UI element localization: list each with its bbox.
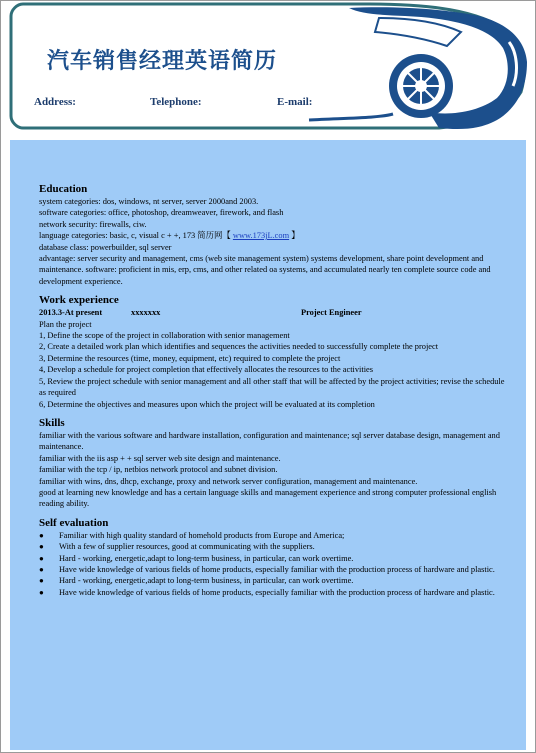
work-section <box>39 293 511 410</box>
skills-line: familiar with the various software and hardware installation, configuration and maintenance; sql server database design, management and maintenance. <box>39 430 500 452</box>
work-line: 5, Review the project schedule with senior management and all other staff that will be affected by the project activities; revise the schedule as required <box>39 376 505 398</box>
education-language-line <box>39 230 511 241</box>
skills-line: familiar with the iis asp + + sql server web site design and maintenance. <box>39 453 281 463</box>
skills-line: familiar with wins, dns, dhcp, exchange, proxy and network server configuration, management and maintenance. <box>39 476 418 486</box>
skills-line: familiar with the tcp / ip, netbios network protocol and subnet division. <box>39 465 278 475</box>
list-item: ● With a few of supplier resources, good at communicating with the suppliers. <box>59 541 511 552</box>
self-evaluation-heading: Self evaluation <box>39 516 109 529</box>
resume-header <box>9 2 527 132</box>
resume-title: 汽车销售经理英语简历 <box>47 49 278 74</box>
education-line: network security: firewalls, ciw. <box>39 219 147 229</box>
education-line: system categories: dos, windows, nt server, server 2000and 2003. <box>39 197 259 206</box>
skills-heading: Skills <box>39 416 65 429</box>
work-line: 6, Determine the objectives and measures upon which the project will be evaluated at its completion <box>39 399 375 409</box>
education-heading: Education <box>39 183 88 195</box>
list-item: ● Hard - working, energetic,adapt to long-term business, in particular, can work overtime. <box>59 575 511 586</box>
self-evaluation-list <box>39 530 511 598</box>
list-item: ● Have wide knowledge of various fields of home products, especially familiar with the production process of hardware and plastic. <box>59 564 511 575</box>
skills-section <box>39 416 511 510</box>
education-line: advantage: server security and management, cms (web site management system) systems development, share point development and maintenance. software: proficient in mis, erp, cms, and other related oa systems, and accumulated nearly ten complete source code and development experience. <box>39 254 491 286</box>
job-company: xxxxxxx <box>131 308 161 318</box>
language-prefix: language categories: basic, c, visual c + +, 173 简历网【 <box>39 231 233 241</box>
job-date: 2013.3-At present <box>39 308 103 318</box>
skills-line: good at learning new knowledge and has a certain language skills and management experience and strong computer professional english reading ability. <box>39 487 497 509</box>
education-section <box>39 182 511 287</box>
job-position: Project Engineer <box>301 308 362 318</box>
job-row <box>39 307 511 318</box>
list-item: ● Familiar with high quality standard of homehold products from Europe and America; <box>59 530 511 541</box>
work-line: Plan the project <box>39 319 92 329</box>
list-item: ● Hard - working, energetic,adapt to long-term business, in particular, can work overtime. <box>59 553 511 564</box>
work-line: 4, Develop a schedule for project completion that effectively allocates the resources to the activities <box>39 365 374 375</box>
language-suffix: 】 <box>289 231 300 241</box>
address-label: Address: <box>34 96 76 108</box>
self-evaluation-section <box>39 516 511 598</box>
education-line: database class: powerbuilder, sql server <box>39 242 172 252</box>
website-link[interactable]: www.173jL.com <box>232 231 290 241</box>
telephone-label: Telephone: <box>150 96 202 108</box>
work-line: 1, Define the scope of the project in collaboration with senior management <box>39 331 290 341</box>
email-label: E-mail: <box>277 96 313 108</box>
work-heading: Work experience <box>39 294 119 307</box>
list-item: ● Have wide knowledge of various fields of home products, especially familiar with the production process of hardware and plastic. <box>59 587 511 598</box>
education-line: software categories: office, photoshop, dreamweaver, firework, and flash <box>39 208 284 218</box>
work-line: 2, Create a detailed work plan which identifies and sequences the activities needed to successfully complete the project <box>39 342 439 352</box>
work-line: 3, Determine the resources (time, money, equipment, etc) required to complete the project <box>39 353 341 363</box>
resume-body <box>10 140 526 750</box>
